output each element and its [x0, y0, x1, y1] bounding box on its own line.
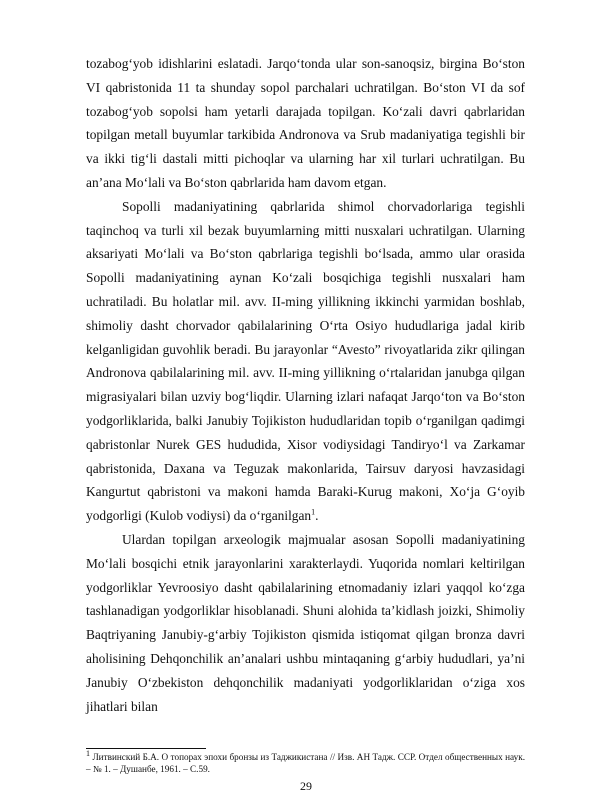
paragraph-2	[86, 195, 525, 528]
footnote	[86, 748, 525, 775]
footnote-reference[interactable]: 1	[311, 507, 316, 517]
paragraph-2-text: Sopolli madaniyatining qabrlarida shimol chorvadorlariga tegishli taqinchoq va turli xil bezak buyumlarning mitti nusxalari uchratilgan. Ularning aksariyati Mo‘lali va Bo‘ston qabrlariga tegishli bo‘lsada, ammo ular orasida Sopolli madaniyatining aynan Ko‘zali bosqichiga tegishli nusxalari ham uchratiladi. Bu holatlar mil. avv. II-ming yillikning ikkinchi yarmidan boshlab, shimoliy dasht chorvador qabilalarining O‘rta Osiyo hududlariga jadal kirib kelganligidan guvohlik beradi. Bu jarayonlar “Avesto” rivoyatlarida zikr qilingan Andronova qabilalarining mil. avv. II-ming yillikning o‘rtalaridan janubga qilgan migrasiyalari bilan uzviy bog‘liqdir. Ularning izlari nafaqat Jarqo‘ton va Bo‘ston yodgorliklarida, balki Janubiy Tojikiston hududlaridan topib o‘rganilgan qadimgi qabristonlar Nurek GES hududida, Xisor vodiysidagi Tandiryo‘l va Zarkamar qabristonida, Daxana va Teguzak makonlarida, Tairsuv daryosi havzasidagi Kangurtut qabristoni va makoni hamda Baraki-Kurug makoni, Xo‘ja G‘oyib yodgorligi (Kulob vodiysi) da o‘rganilgan	[86, 198, 525, 524]
footnote-divider	[86, 748, 206, 749]
footnote-text: Литвинский Б.А. О топорах эпохи бронзы из Таджикистана // Изв. АН Тадж. ССР. Отдел общественных наук. – № 1. – Душанбе, 1961. – С.59.	[86, 752, 525, 774]
paragraph-3: Ulardan topilgan arxeologik majmualar asosan Sopolli madaniyatining Mo‘lali bosqichi etnik jarayonlarini xarakterlaydi. Yuqorida nomlari keltirilgan yodgorliklar Yevroosiyo dasht qabilalarining etnomadaniy izlari yaqqol ko‘zga tashlanadigan yodgorliklar hisoblanadi. Shuni alohida ta’kidlash joizki, Shimoliy Baqtriyaning Janubiy-g‘arbiy Tojikiston qismida istiqomat qilgan bronza davri aholisining Dehqonchilik an’analari ushbu mintaqaning g‘arbiy hududlari, ya’ni Janubiy O‘zbekiston dehqonchilik madaniyati yodgorliklaridan o‘ziga xos jihatlari bilan	[86, 531, 525, 714]
page-body	[86, 52, 525, 718]
footnote-marker: 1	[86, 748, 90, 758]
page-number: 29	[300, 779, 312, 793]
paragraph-1: tozabog‘yob idishlarini eslatadi. Jarqo‘tonda ular son-sanoqsiz, birgina Bo‘ston VI qabristonida 11 ta shunday sopol parchalari uchratilgan. Bo‘ston VI da sof tozabog‘yob sopolsi ham yetarli darajada topilgan. Ko‘zali davri qabrlaridan topilgan metall buyumlar tarkibida Andronova va Srub madaniyatiga tegishli bir va ikki tig‘li dastali mitti pichoqlar va ularning har xil turlari uchratilgan. Bu an’ana Mo‘lali va Bo‘ston qabrlarida ham davom etgan.	[86, 56, 525, 190]
paragraph-2-tail: .	[315, 508, 319, 524]
